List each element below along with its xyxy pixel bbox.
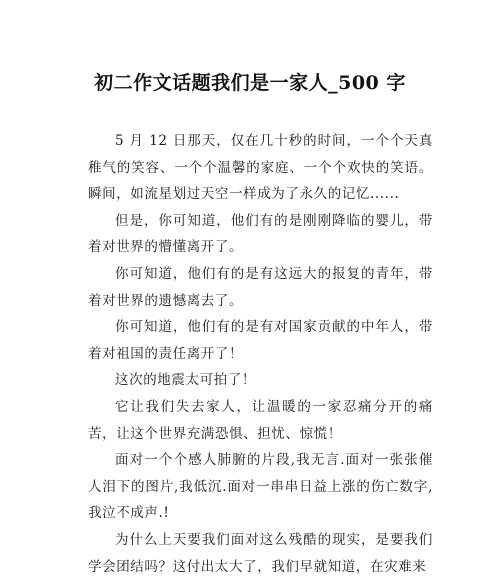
paragraph: 为什么上天要我们面对这么残酷的现实，是要我们学会团结吗？这付出太大了，我们早就知道，在灾难来 bbox=[88, 531, 433, 575]
paragraph: 你可知道，他们有的是有这远大的报复的青年，带着对世界的遗憾离去了。 bbox=[88, 265, 433, 309]
paragraph: 但是，你可知道，他们有的是刚刚降临的婴儿，带着对世界的懵懂离开了。 bbox=[88, 212, 433, 256]
paragraph: 面对一个个感人肺腑的片段,我无言.面对一张张催人泪下的图片,我低沉.面对一串串日益上涨的伤亡数字,我泣不成声.! bbox=[88, 452, 433, 522]
paragraph: 你可知道，他们有的是有对国家贡献的中年人，带着对祖国的责任离开了！ bbox=[88, 319, 433, 362]
paragraph: 这次的地震太可拍了！ bbox=[115, 372, 256, 389]
document-body bbox=[88, 128, 433, 580]
paragraph: 它让我们失去家人，让温暖的一家忍痛分开的痛苦，让这个世界充满恐惧、担忧、惊慌！ bbox=[88, 398, 433, 442]
document-title: 初二作文话题我们是一家人_500 字 bbox=[94, 72, 406, 94]
paragraph: 5 月 12 日那天，仅在几十秒的时间，一个个天真稚气的笑容、一个个温馨的家庭、一个个欢快的笑语。瞬间，如流星划过天空一样成为了永久的记忆...... bbox=[88, 133, 433, 203]
